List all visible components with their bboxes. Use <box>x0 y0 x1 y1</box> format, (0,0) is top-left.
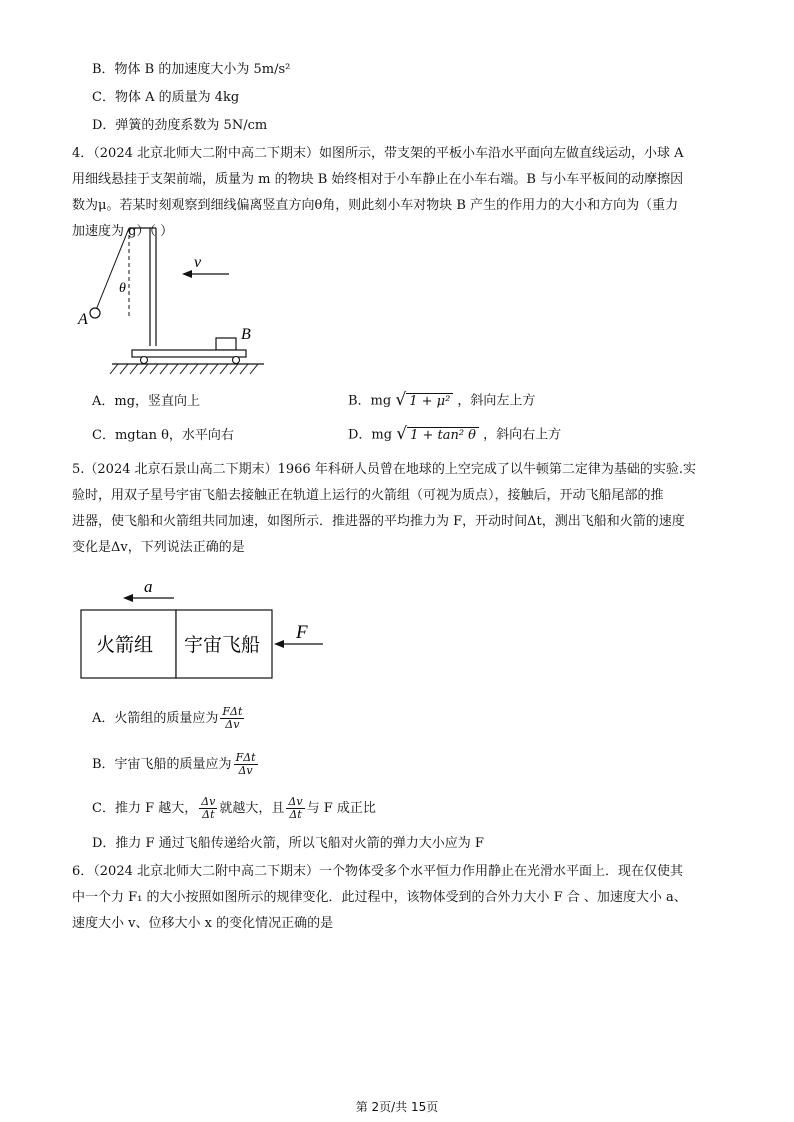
q5-option-a-denominator: Δv <box>225 718 240 731</box>
block-b <box>216 338 236 350</box>
q4-option-d-prefix: D．mg <box>348 427 393 443</box>
q5-stem-line3: 进器，使飞船和火箭组共同加速，如图所示．推进器的平均推力为 F，开动时间Δt，测出飞船和火箭的速度 <box>72 514 685 529</box>
wheel-right <box>233 357 240 364</box>
q4-option-b-prefix: B．mg <box>348 393 392 409</box>
label-force: F <box>296 622 308 643</box>
q5-option-b-fraction <box>234 752 258 777</box>
rocket-group-label: 火箭组 <box>96 634 154 656</box>
q5-option-a-numerator: FΔt <box>222 705 243 718</box>
q4-option-d <box>348 424 561 446</box>
q5-option-a <box>92 706 246 731</box>
q4-option-d-suffix: ，斜向右上方 <box>483 427 562 443</box>
q5-stem-line2: 验时，用双子星号宇宙飞船去接触正在轨道上运行的火箭组（可视为质点），接触后，开动飞船尾部的推 <box>72 488 664 503</box>
q5-option-d: D．推力 F 通过飞船传递给火箭，所以飞船对火箭的弹力大小应为 F <box>92 836 484 851</box>
q4-cart-figure <box>74 222 274 382</box>
q5-option-c-fraction-1 <box>199 796 217 821</box>
q5-option-c <box>92 796 376 821</box>
q4-option-b-radicand: 1 + μ² <box>406 393 453 409</box>
label-b: B <box>241 326 251 343</box>
q4-option-c: C．mgtan θ，水平向右 <box>92 428 234 443</box>
q4-option-b-sqrt: √ 1 + μ² <box>395 390 453 412</box>
velocity-arrowhead <box>182 270 192 278</box>
q5-stem-line1: 5.（2024 北京石景山高二下期末）1966 年科研人员曾在地球的上空完成了以牛顿第二定律为基础的实验.实 <box>72 462 696 477</box>
q6-stem-line3: 速度大小 v、位移大小 x 的变化情况正确的是 <box>72 916 334 931</box>
label-accel: a <box>144 577 153 596</box>
q5-stem-line4: 变化是Δv，下列说法正确的是 <box>72 540 245 555</box>
cart-platform <box>132 350 246 357</box>
wheel-left <box>141 357 148 364</box>
q6-stem-line1: 6．（2024 北京北师大二附中高二下期末）一个物体受多个水平恒力作用静止在光滑水平面上．现在仅使其 <box>72 864 683 879</box>
label-theta: θ <box>119 281 126 296</box>
q5-option-c-denominator-1: Δt <box>202 808 215 821</box>
q4-option-b-suffix: ，斜向左上方 <box>457 393 536 409</box>
q4-option-b <box>348 390 535 412</box>
q5-option-a-fraction <box>220 706 244 731</box>
q3-option-c: C．物体 A 的质量为 4kg <box>92 90 240 105</box>
q4-option-a: A．mg，竖直向上 <box>92 394 201 409</box>
page-footer: 第 2页/共 15页 <box>355 1100 439 1114</box>
q5-option-c-mid: 就越大，且 <box>219 801 285 816</box>
q6-stem-line2: 中一个力 F₁ 的大小按照如图所示的规律变化．此过程中，该物体受到的合外力大小 F 合 、加速度大小 a、 <box>72 890 687 905</box>
label-a: A <box>78 311 88 328</box>
ball-a <box>90 308 100 318</box>
q4-stem-line2: 用细线悬挂于支架前端，质量为 m 的物块 B 始终相对于小车静止在小车右端。B 与小车平板间的动摩擦因 <box>72 172 684 187</box>
q5-rocket-figure <box>78 576 338 686</box>
q4-option-d-radicand: 1 + tan² θ <box>407 427 479 443</box>
q5-option-b-prefix: B．宇宙飞船的质量应为 <box>92 757 232 772</box>
q5-option-c-numerator-1: Δv <box>201 795 216 808</box>
q5-option-c-suffix: 与 F 成正比 <box>306 801 376 816</box>
q4-stem-line1: 4．（2024 北京北师大二附中高二下期末）如图所示，带支架的平板小车沿水平面向左做直线运动，小球 A <box>72 146 684 161</box>
q3-option-d: D．弹簧的劲度系数为 5N/cm <box>92 118 268 133</box>
q3-option-b: B．物体 B 的加速度大小为 5m/s² <box>92 62 291 77</box>
spacecraft-label: 宇宙飞船 <box>184 634 261 656</box>
q4-stem-line3: 数为μ。若某时刻观察到细线偏离竖直方向θ角，则此刻小车对物块 B 产生的作用力的大小和方向为（重力 <box>72 198 679 213</box>
q5-option-b <box>92 752 260 777</box>
q5-option-a-prefix: A．火箭组的质量应为 <box>92 711 219 726</box>
q5-option-c-numerator-2: Δv <box>288 795 303 808</box>
force-arrowhead <box>274 640 284 648</box>
q4-stem-line4: 加速度为 g）（ ） <box>72 224 174 239</box>
q4-option-d-sqrt: √ 1 + tan² θ <box>396 424 479 446</box>
q5-option-b-denominator: Δv <box>238 764 253 777</box>
q5-option-b-numerator: FΔt <box>235 751 256 764</box>
q5-option-c-prefix: C．推力 F 越大， <box>92 801 198 816</box>
q5-option-c-denominator-2: Δt <box>289 808 302 821</box>
q5-option-c-fraction-2 <box>286 796 304 821</box>
label-v: v <box>194 254 202 271</box>
accel-arrowhead <box>123 594 133 602</box>
